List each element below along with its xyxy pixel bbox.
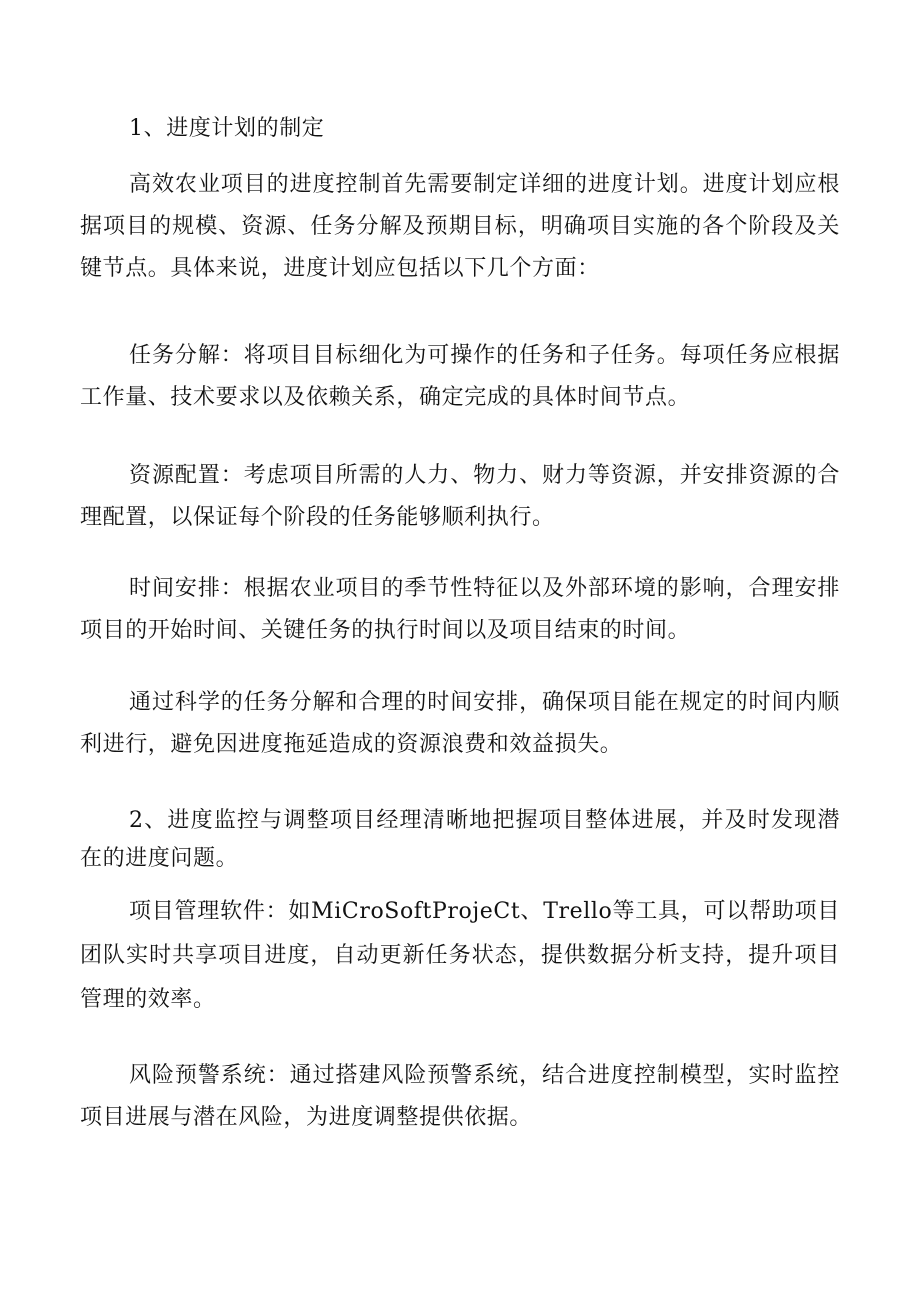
paragraph-summary: 通过科学的任务分解和合理的时间安排，确保项目能在规定的时间内顺利进行，避免因进度拖延造成的资源浪费和效益损失。 — [80, 690, 840, 757]
paragraph-pm-software: 项目管理软件：如MiCroSoftProjeCt、Trello等工具，可以帮助项目团队实时共享项目进度，自动更新任务状态，提供数据分析支持，提升项目管理的效率。 — [80, 899, 840, 1012]
section-heading-1: 1、进度计划的制定 — [129, 116, 325, 141]
paragraph-risk-warning: 风险预警系统：通过搭建风险预警系统，结合进度控制模型，实时监控项目进展与潜在风险，为进度调整提供依据。 — [80, 1063, 840, 1130]
paragraph-time-schedule: 时间安排：根据农业项目的季节性特征以及外部环境的影响，合理安排项目的开始时间、关键任务的执行时间以及项目结束的时间。 — [80, 576, 840, 643]
paragraph-task-breakdown: 任务分解：将项目目标细化为可操作的任务和子任务。每项任务应根据工作量、技术要求以及依赖关系，确定完成的具体时间节点。 — [80, 343, 840, 410]
paragraph-resource-allocation: 资源配置：考虑项目所需的人力、物力、财力等资源，并安排资源的合理配置，以保证每个阶段的任务能够顺利执行。 — [80, 463, 840, 530]
section-heading-2: 2、进度监控与调整项目经理清晰地把握项目整体进展，并及时发现潜在的进度问题。 — [80, 808, 840, 871]
paragraph-intro: 高效农业项目的进度控制首先需要制定详细的进度计划。进度计划应根据项目的规模、资源、任务分解及预期目标，明确项目实施的各个阶段及关键节点。具体来说，进度计划应包括以下几个方面： — [80, 172, 840, 281]
